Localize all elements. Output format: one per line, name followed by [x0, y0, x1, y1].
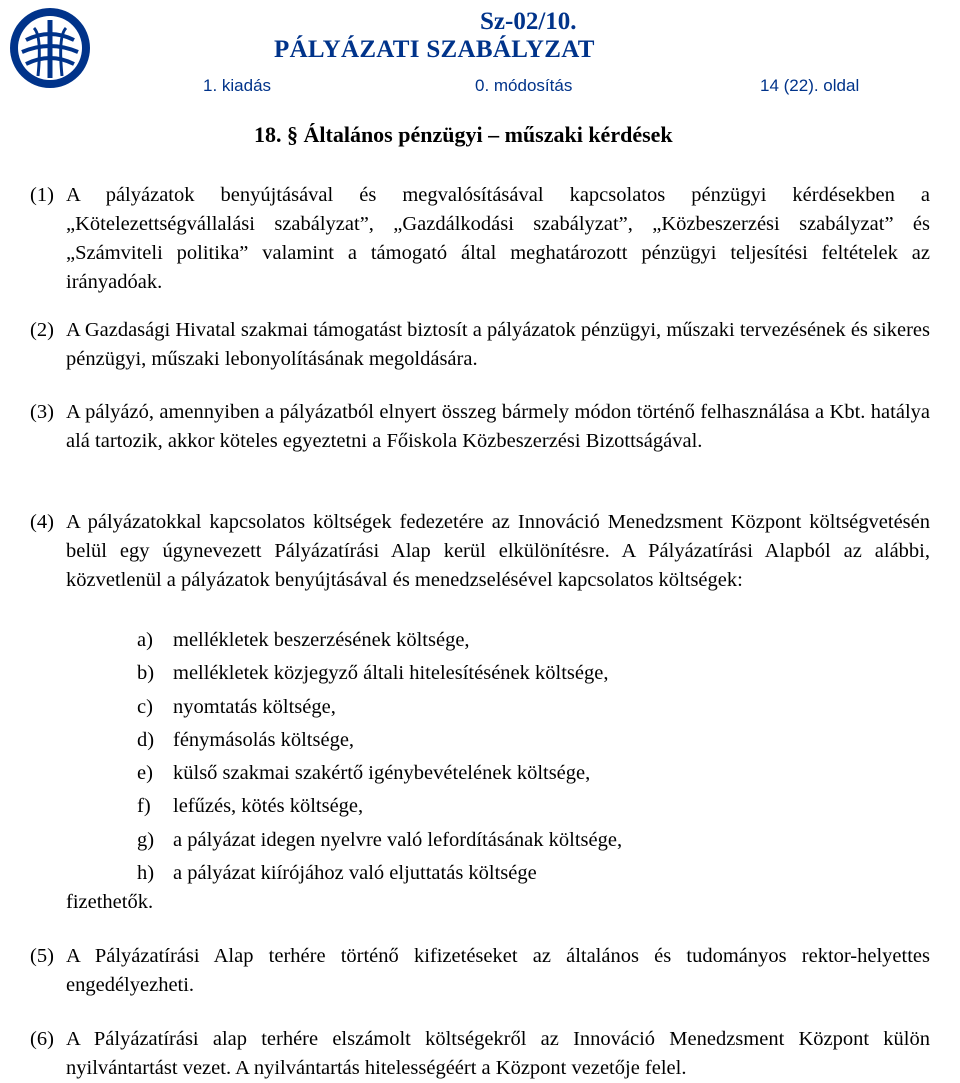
- list-text: külső szakmai szakértő igénybevételének költsége,: [173, 762, 591, 785]
- list-text: mellékletek beszerzésének költsége,: [173, 629, 470, 651]
- cost-list: [137, 626, 622, 892]
- page-number: 14 (22). oldal: [760, 76, 860, 95]
- list-marker: g): [137, 828, 155, 851]
- paragraph-text: A pályázó, amennyiben a pályázatból elnyert összeg bármely módon történő felhasználása a Kbt. hatálya alá tartozik, akkor köteles egyeztetni a Főiskola Közbeszerzési Bizottságával.: [66, 401, 930, 452]
- list-marker: d): [137, 728, 155, 751]
- list-item: [137, 792, 622, 825]
- list-marker: e): [137, 762, 153, 785]
- paragraph-number: (3): [30, 401, 54, 423]
- list-item: [137, 826, 622, 859]
- list-item: [137, 759, 622, 792]
- paragraph-number: (6): [30, 1028, 54, 1050]
- list-item: [137, 626, 622, 659]
- list-item: [137, 659, 622, 692]
- paragraph-number: (2): [30, 319, 54, 341]
- paragraph-text: A Pályázatírási Alap terhére történő kifizetéseket az általános és tudományos rektor-helyettes engedélyezheti.: [66, 945, 930, 996]
- list-marker: h): [137, 862, 155, 885]
- paragraph-4: [30, 508, 930, 595]
- document-title: PÁLYÁZATI SZABÁLYZAT: [274, 36, 595, 63]
- paragraph-5: [30, 942, 930, 1000]
- document-code: Sz-02/10.: [480, 8, 577, 35]
- list-text: a pályázat idegen nyelvre való lefordításának költsége,: [173, 828, 623, 851]
- modification-label: 0. módosítás: [475, 76, 573, 95]
- list-text: nyomtatás költsége,: [173, 695, 336, 718]
- paragraph-6: [30, 1025, 930, 1083]
- paragraph-2: [30, 316, 930, 374]
- list-item: [137, 859, 622, 892]
- list-text: a pályázat kiírójához való eljuttatás költsége: [173, 862, 537, 885]
- paragraph-number: (4): [30, 511, 54, 533]
- paragraph-number: (5): [30, 945, 54, 967]
- list-item: [137, 693, 622, 726]
- list-marker: c): [137, 695, 153, 718]
- paragraph-text: A Gazdasági Hivatal szakmai támogatást biztosít a pályázatok pénzügyi, műszaki tervezésének és sikeres pénzügyi, műszaki lebonyolításának megoldására.: [66, 319, 930, 370]
- section-heading: 18. § Általános pénzügyi – műszaki kérdések: [254, 122, 673, 147]
- list-marker: b): [137, 662, 155, 685]
- list-closing-text: fizethetők.: [66, 891, 154, 913]
- list-text: fénymásolás költsége,: [173, 728, 355, 751]
- edition-label: 1. kiadás: [203, 76, 272, 95]
- list-text: mellékletek közjegyző általi hitelesítésének költsége,: [173, 662, 609, 685]
- list-marker: a): [137, 629, 153, 651]
- paragraph-text: A Pályázatírási alap terhére elszámolt költségekről az Innováció Menedzsment Központ külön nyilvántartást vezet. A nyilvántartás hitelességéért a Központ vezetője felel.: [66, 1028, 930, 1079]
- paragraph-text: A pályázatok benyújtásával és megvalósításával kapcsolatos pénzügyi kérdésekben a „Kötelezettségvállalási szabályzat”, „Gazdálkodási szabályzat”, „Közbeszerzési szabályzat” és „Számviteli politika” valamint a támogató által meghatározott pénzügyi teljesítési feltételek az irányadóak.: [66, 184, 930, 293]
- list-marker: f): [137, 795, 151, 818]
- list-text: lefűzés, kötés költsége,: [173, 795, 364, 818]
- paragraph-text: A pályázatokkal kapcsolatos költségek fedezetére az Innováció Menedzsment Központ költségvetésén belül egy úgynevezett Pályázatírási Alap kerül elkülönítésre. A Pályázatírási Alapból az alábbi, közvetlenül a pályázatok benyújtásával és menedzselésével kapcsolatos költségek:: [66, 511, 930, 591]
- paragraph-number: (1): [30, 184, 54, 206]
- institution-logo-icon: [8, 6, 92, 90]
- paragraph-3: [30, 398, 930, 456]
- list-item: [137, 726, 622, 759]
- paragraph-1: [30, 181, 930, 297]
